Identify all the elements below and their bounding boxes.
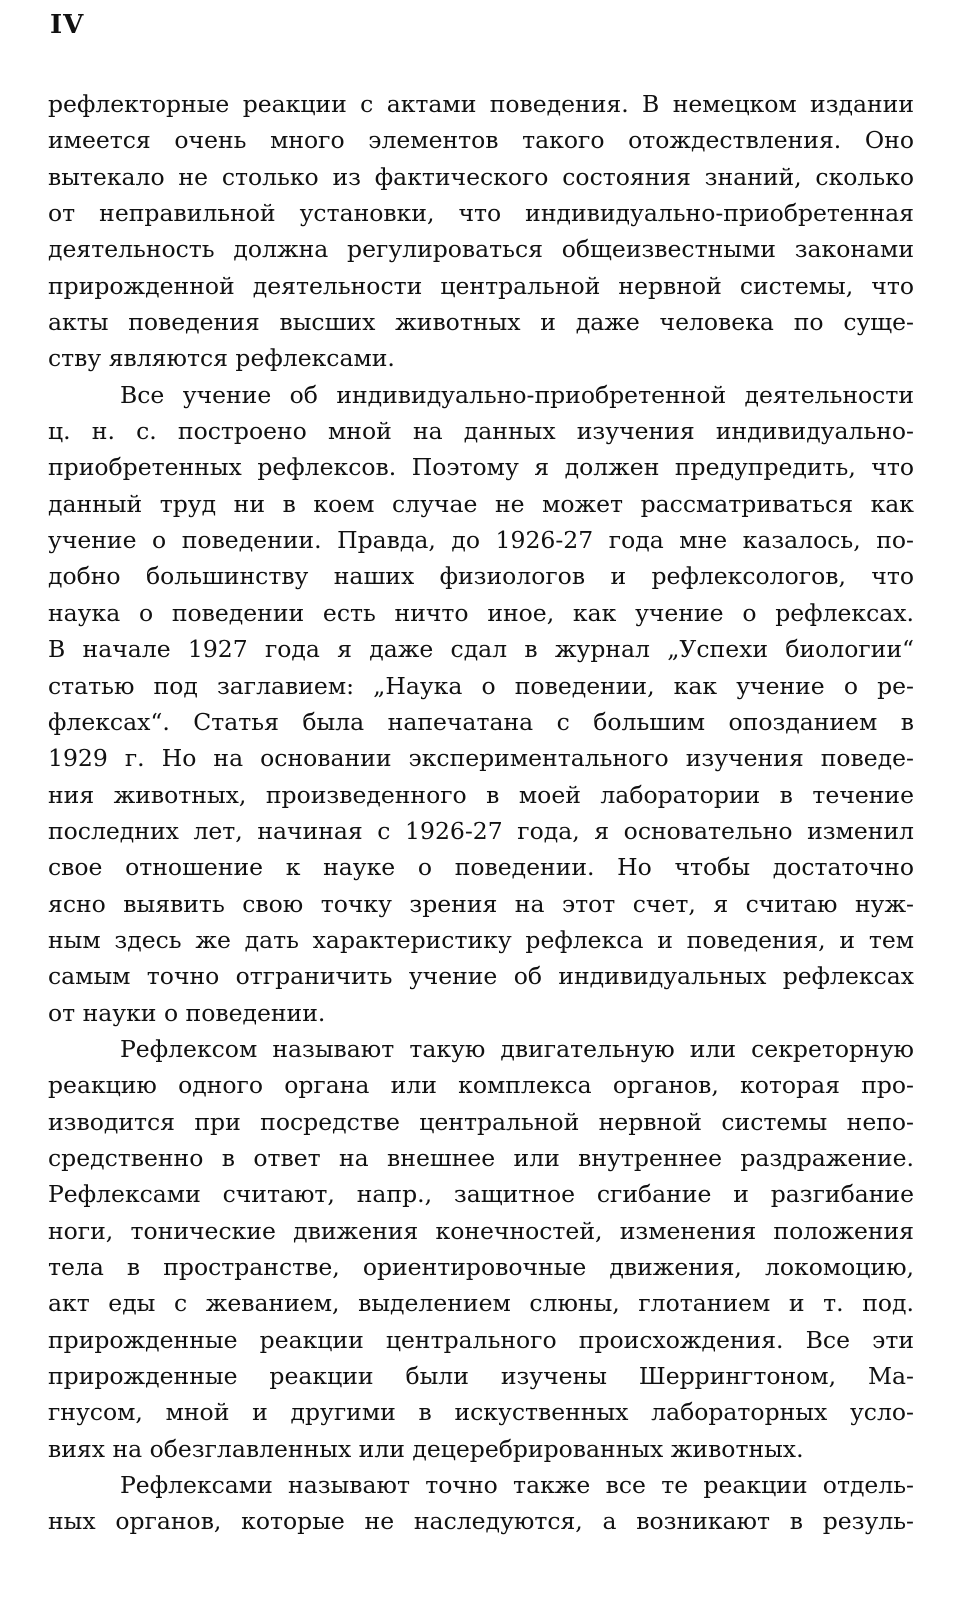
- text-line: флексах“. Статья была напечатана с большим опозданием в: [48, 707, 914, 736]
- text-line: виях на обезглавленных или децеребрированных животных.: [48, 1434, 804, 1463]
- text-line: от науки о поведении.: [48, 998, 326, 1027]
- text-line: Рефлексами называют точно также все те реакции отдель-: [120, 1471, 914, 1500]
- text-line: последних лет, начиная с 1926-27 года, я основательно изменил: [48, 816, 914, 845]
- text-line: деятельность должна регулироваться общеизвестными законами: [48, 235, 914, 264]
- text-line: ству являются рефлексами.: [48, 344, 395, 373]
- paragraph: [48, 377, 914, 1031]
- text-line: от неправильной установки, что индивидуально-приобретенная: [48, 199, 914, 228]
- text-line: акт еды с жеванием, выделением слюны, глотанием и т. под.: [48, 1289, 914, 1318]
- text-line: тела в пространстве, ориентировочные движения, локомоцию,: [48, 1253, 914, 1281]
- text-line: самым точно отграничить учение об индивидуальных рефлексах: [48, 962, 914, 991]
- text-line: изводится при посредстве центральной нервной системы непо-: [48, 1107, 914, 1136]
- text-line: добно большинству наших физиологов и рефлексологов, что: [48, 562, 914, 591]
- text-line: Рефлексом называют такую двигательную или секреторную: [120, 1034, 914, 1063]
- body-text: [48, 86, 914, 1540]
- text-line: ных органов, которые не наследуются, а возникают в резуль-: [48, 1507, 914, 1536]
- page-number: IV: [50, 10, 85, 40]
- text-line: средственно в ответ на внешнее или внутреннее раздражение.: [48, 1143, 914, 1172]
- text-line: прирожденной деятельности центральной нервной системы, что: [48, 271, 914, 300]
- paragraph: [48, 1467, 914, 1540]
- text-line: имеется очень много элементов такого отождествления. Оно: [48, 126, 914, 155]
- text-line: В начале 1927 года я даже сдал в журнал „Успехи биологии“: [48, 635, 914, 664]
- paragraph: [48, 1031, 914, 1467]
- text-line: ясно выявить свою точку зрения на этот счет, я считаю нуж-: [48, 889, 914, 918]
- paragraph: [48, 86, 914, 377]
- text-line: 1929 г. Но на основании экспериментального изучения поведе-: [48, 744, 914, 773]
- text-line: ноги, тонические движения конечностей, изменения положения: [48, 1216, 914, 1245]
- text-line: реакцию одного органа или комплекса органов, которая про-: [48, 1071, 914, 1100]
- text-line: учение о поведении. Правда, до 1926-27 года мне казалось, по-: [48, 526, 914, 555]
- text-line: приобретенных рефлексов. Поэтому я должен предупредить, что: [48, 453, 914, 482]
- text-line: прирожденные реакции центрального происхождения. Все эти: [48, 1325, 914, 1354]
- text-line: свое отношение к науке о поведении. Но чтобы достаточно: [48, 853, 914, 882]
- text-line: статью под заглавием: „Наука о поведении, как учение о ре-: [48, 671, 914, 700]
- text-line: ц. н. с. построено мной на данных изучения индивидуально-: [48, 417, 914, 446]
- text-line: акты поведения высших животных и даже человека по суще-: [48, 308, 914, 337]
- text-line: Рефлексами считают, напр., защитное сгибание и разгибание: [48, 1180, 914, 1209]
- text-line: прирожденные реакции были изучены Шеррингтоном, Ма-: [48, 1362, 914, 1391]
- text-line: Все учение об индивидуально-приобретенной деятельности: [120, 380, 914, 409]
- text-line: ния животных, произведенного в моей лаборатории в течение: [48, 780, 914, 809]
- text-line: наука о поведении есть ничто иное, как учение о рефлексах.: [48, 598, 914, 627]
- text-line: данный труд ни в коем случае не может рассматриваться как: [48, 489, 914, 518]
- text-line: ным здесь же дать характеристику рефлекса и поведения, и тем: [48, 925, 914, 954]
- text-line: гнусом, мной и другими в искуственных лабораторных усло-: [48, 1398, 914, 1427]
- text-line: рефлекторные реакции с актами поведения. В немецком издании: [48, 90, 914, 118]
- text-line: вытекало не столько из фактического состояния знаний, сколько: [48, 162, 914, 191]
